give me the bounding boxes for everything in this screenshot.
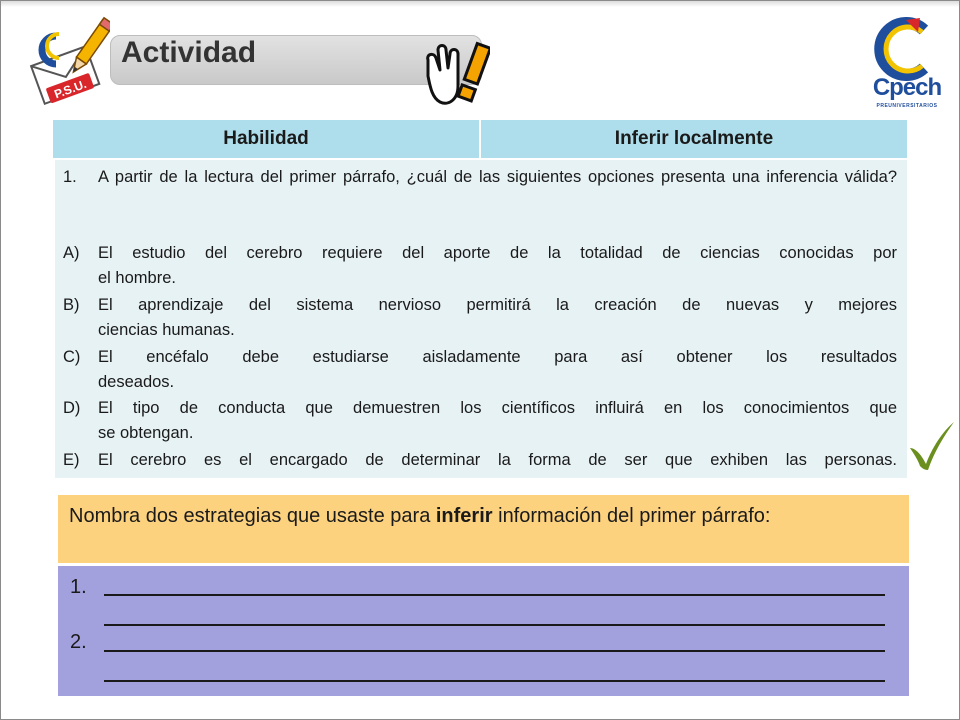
- answers-box: [58, 566, 909, 696]
- option-letter: A): [63, 244, 80, 262]
- option-a: [63, 241, 897, 291]
- prompt-text-end: información del primer párrafo:: [492, 505, 771, 527]
- option-line: El tipo de conducta que demuestren los científicos influirá en los conocimientos que: [98, 399, 897, 417]
- option-letter: D): [63, 399, 81, 417]
- option-letter: C): [63, 348, 81, 366]
- skill-value: Inferir localmente: [479, 120, 907, 158]
- question-stem: [63, 165, 897, 190]
- psu-logo-text: P.S.U.: [52, 76, 89, 102]
- checkmark-icon: [904, 418, 958, 474]
- option-letter: B): [63, 296, 80, 314]
- page-title: Actividad: [121, 36, 257, 69]
- answer-number: 1.: [70, 576, 87, 598]
- question-text-content: A partir de la lectura del primer párrafo, ¿cuál de las siguientes opciones presenta una inferencia válida?: [98, 168, 897, 186]
- cpech-logo-icon: [860, 12, 954, 82]
- option-c: [63, 345, 897, 395]
- option-line: ciencias humanas.: [98, 321, 235, 339]
- question-box: [55, 160, 907, 478]
- strategies-prompt: [69, 503, 897, 529]
- option-line: deseados.: [98, 373, 175, 391]
- answer-line-2b[interactable]: [104, 680, 885, 682]
- skill-table: [53, 120, 907, 158]
- question-text: [98, 165, 897, 190]
- strategies-prompt-box: [58, 495, 909, 563]
- option-line: El aprendizaje del sistema nervioso permitirá la creación de nuevas y mejores: [98, 296, 897, 314]
- question-number: 1.: [63, 168, 77, 186]
- answer-line-1a[interactable]: [104, 594, 885, 596]
- option-e: [63, 448, 897, 473]
- option-d: [63, 396, 897, 446]
- answer-line-1b[interactable]: [104, 624, 885, 626]
- cpech-logo: [860, 12, 954, 122]
- answer-number: 2.: [70, 631, 87, 653]
- skill-label: Habilidad: [223, 128, 309, 149]
- option-line: El encéfalo debe estudiarse aisladamente para así obtener los resultados: [98, 348, 897, 366]
- cpech-logo-text: Cpech: [872, 74, 942, 101]
- option-line: El cerebro es el encargado de determinar la forma de ser que exhiben las personas.: [98, 451, 897, 469]
- option-letter: E): [63, 451, 80, 469]
- psu-logo-icon: [26, 14, 110, 114]
- option-b: [63, 293, 897, 343]
- pointing-hand-icon: [420, 40, 490, 112]
- answer-line-2a[interactable]: [104, 650, 885, 652]
- prompt-text-start: Nombra dos estrategias que usaste para: [69, 505, 436, 527]
- option-line: se obtengan.: [98, 424, 194, 442]
- prompt-keyword: inferir: [435, 505, 493, 527]
- cpech-logo-subtext: PREUNIVERSITARIOS: [876, 103, 938, 109]
- option-line: el hombre.: [98, 269, 176, 287]
- option-line: El estudio del cerebro requiere del aporte de la totalidad de ciencias conocidas por: [98, 244, 897, 262]
